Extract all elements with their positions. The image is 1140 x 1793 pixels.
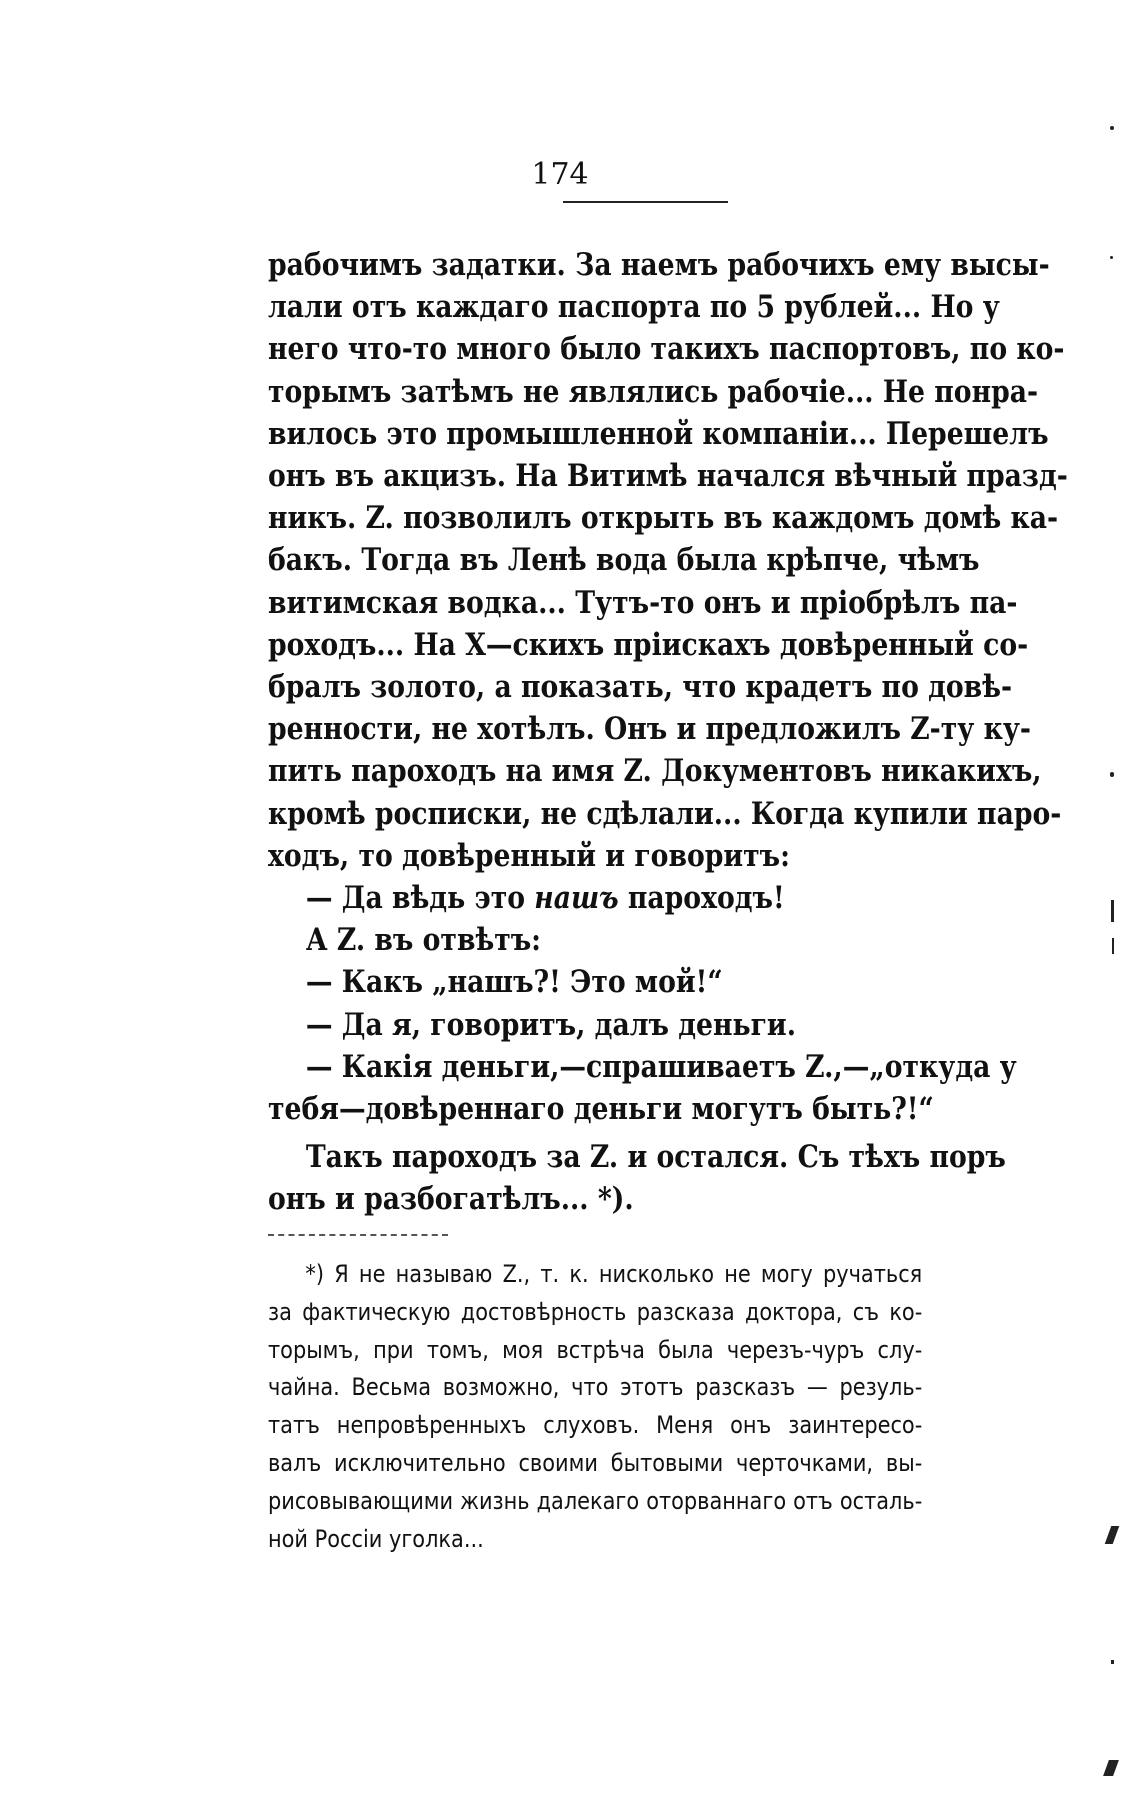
dialogue-line: — Да я, говоритъ, далъ деньги. — [305, 1006, 796, 1043]
header-rule — [563, 201, 728, 203]
text-line: рабочимъ задатки. За наемъ рабочихъ ему высы- — [268, 247, 1050, 283]
dialogue-line: — Какъ „нашъ?! Это мой!“ — [305, 964, 723, 1001]
text-line: ренности, не хотѣлъ. Онъ и предложилъ Z-ту ку- — [268, 711, 1032, 748]
footnote — [268, 1256, 929, 1558]
footnote-line: рисовывающими жизнь далекаго оторваннаго отъ осталь- — [268, 1486, 923, 1515]
closing-line: Такъ пароходъ за Z. и остался. Съ тѣхъ поръ — [305, 1139, 1006, 1176]
scan-mark — [1110, 772, 1114, 777]
dialogue-line: А Z. въ отвѣтъ: — [305, 922, 542, 959]
text-line: онъ въ акцизъ. На Витимѣ начался вѣчный празд- — [268, 458, 1068, 495]
text-line: лали отъ каждаго паспорта по 5 рублей... Но у — [268, 289, 1000, 326]
dialogue-line: тебя—довѣреннаго деньги могутъ быть?!“ — [268, 1091, 934, 1128]
text-line: бакъ. Тогда въ Ленѣ вода была крѣпче, чѣмъ — [268, 542, 980, 579]
footnote-rule — [268, 1234, 448, 1236]
page-number: 174 — [531, 157, 589, 192]
italic-word: нашъ — [534, 880, 619, 917]
text-line: него что-то много было такихъ паспортовъ, по ко- — [268, 331, 1065, 368]
text-line: никъ. Z. позволилъ открыть въ каждомъ домѣ ка- — [268, 500, 1059, 537]
text-line: ходъ, то довѣренный и говоритъ: — [268, 837, 790, 874]
closing-line: онъ и разбогатѣлъ... *). — [268, 1181, 634, 1218]
text-line: бралъ золото, а показать, что крадетъ по довѣ- — [268, 669, 1013, 706]
scan-mark — [1110, 126, 1114, 130]
text-line: пить пароходъ на имя Z. Документовъ никакихъ, — [268, 753, 1042, 790]
footnote-line: валъ исключительно своими бытовыми черточками, вы- — [268, 1448, 923, 1477]
dialogue-line — [268, 877, 898, 919]
footnote-line: торымъ, при томъ, моя встрѣча была черезъ-чуръ слу- — [268, 1335, 923, 1364]
footnote-line: за фактическую достовѣрность разсказа доктора, съ ко- — [268, 1297, 923, 1326]
text-line: вилось это промышленной компаніи... Перешелъ — [268, 415, 1049, 452]
text-line: торымъ затѣмъ не являлись рабочіе... Не понра- — [268, 373, 1039, 410]
footnote-line: ной Россіи уголка... — [268, 1524, 484, 1553]
scan-mark — [1112, 938, 1114, 954]
dialogue-line: — Какія деньги,—спрашиваетъ Z.,—„откуда у — [305, 1048, 1017, 1085]
text-line: роходъ... На X—скихъ пріискахъ довѣренный со- — [268, 626, 1029, 663]
scan-mark — [1110, 256, 1113, 259]
scan-mark — [1111, 1660, 1114, 1664]
text-line: кромѣ росписки, не сдѣлали... Когда купили паро- — [268, 795, 1062, 832]
scan-mark — [1103, 1760, 1119, 1776]
text-line: витимская водка... Тутъ-то онъ и пріобрѣлъ па- — [268, 584, 1018, 621]
main-text — [268, 244, 1068, 1221]
footnote-line: *) Я не называю Z., т. к. нисколько не могу ручаться — [305, 1260, 923, 1288]
dialogue-text: пароходъ! — [627, 880, 785, 917]
scan-mark — [1105, 1526, 1120, 1544]
footnote-line: чайна. Весьма возможно, что этотъ разсказъ — резуль- — [268, 1373, 923, 1402]
footnote-line: татъ непровѣренныхъ слуховъ. Меня онъ заинтересо- — [268, 1411, 923, 1440]
scan-mark — [1111, 900, 1114, 922]
dialogue-text: — Да вѣдь это — [305, 880, 525, 917]
